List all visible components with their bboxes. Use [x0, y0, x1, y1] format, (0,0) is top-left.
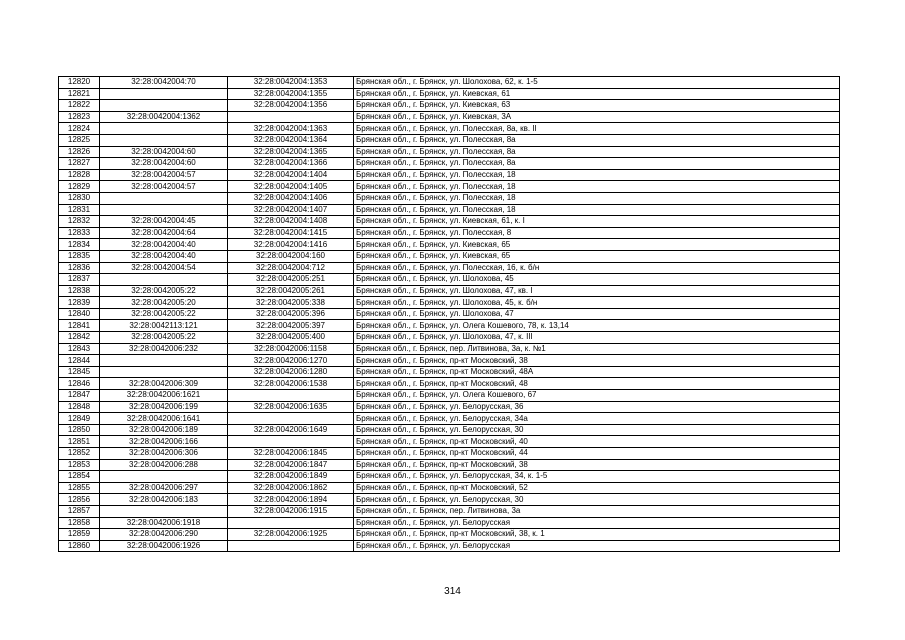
row-number-cell: 12840 — [59, 308, 100, 320]
table-row — [59, 494, 840, 506]
row-number-cell: 12834 — [59, 239, 100, 251]
row-number-cell: 12821 — [59, 88, 100, 100]
address-cell: Брянская обл., г. Брянск, пр-кт Московский, 44 — [354, 448, 840, 460]
row-number-cell: 12850 — [59, 424, 100, 436]
table-row — [59, 158, 840, 170]
table-row — [59, 540, 840, 552]
parcel-number-cell: 32:28:0042006:306 — [100, 448, 228, 460]
row-number-cell: 12854 — [59, 471, 100, 483]
parcel-number-cell: 32:28:0042005:22 — [100, 332, 228, 344]
object-number-cell: 32:28:0042004:1353 — [228, 77, 354, 89]
table-row — [59, 505, 840, 517]
row-number-cell: 12836 — [59, 262, 100, 274]
parcel-number-cell: 32:28:0042004:1362 — [100, 111, 228, 123]
object-number-cell: 32:28:0042006:1894 — [228, 494, 354, 506]
parcel-number-cell — [100, 123, 228, 135]
table-row — [59, 459, 840, 471]
row-number-cell: 12857 — [59, 505, 100, 517]
address-cell: Брянская обл., г. Брянск, ул. Киевская, 61, к. I — [354, 216, 840, 228]
parcel-number-cell: 32:28:0042004:64 — [100, 227, 228, 239]
object-number-cell: 32:28:0042006:1270 — [228, 355, 354, 367]
table-row — [59, 413, 840, 425]
address-cell: Брянская обл., г. Брянск, ул. Киевская, 65 — [354, 239, 840, 251]
address-cell: Брянская обл., г. Брянск, ул. Полесская, 8а — [354, 146, 840, 158]
table-row — [59, 262, 840, 274]
parcel-number-cell: 32:28:0042004:57 — [100, 169, 228, 181]
address-cell: Брянская обл., г. Брянск, пр-кт Московский, 38 — [354, 355, 840, 367]
row-number-cell: 12838 — [59, 285, 100, 297]
row-number-cell: 12855 — [59, 482, 100, 494]
table-row — [59, 378, 840, 390]
parcel-number-cell: 32:28:0042004:57 — [100, 181, 228, 193]
parcel-number-cell: 32:28:0042005:22 — [100, 308, 228, 320]
address-cell: Брянская обл., г. Брянск, ул. Шолохова, 62, к. 1-5 — [354, 77, 840, 89]
object-number-cell: 32:28:0042004:712 — [228, 262, 354, 274]
address-cell: Брянская обл., г. Брянск, ул. Киевская, 63 — [354, 100, 840, 112]
parcel-number-cell: 32:28:0042006:189 — [100, 424, 228, 436]
address-cell: Брянская обл., г. Брянск, ул. Олега Кошевого, 78, к. 13,14 — [354, 320, 840, 332]
row-number-cell: 12822 — [59, 100, 100, 112]
parcel-number-cell: 32:28:0042006:1641 — [100, 413, 228, 425]
parcel-number-cell: 32:28:0042006:1621 — [100, 390, 228, 402]
address-cell: Брянская обл., г. Брянск, ул. Шолохова, 45, к. б/н — [354, 297, 840, 309]
parcel-number-cell: 32:28:0042005:22 — [100, 285, 228, 297]
address-cell: Брянская обл., г. Брянск, пр-кт Московский, 52 — [354, 482, 840, 494]
table-row — [59, 332, 840, 344]
address-cell: Брянская обл., г. Брянск, ул. Олега Кошевого, 67 — [354, 390, 840, 402]
object-number-cell — [228, 436, 354, 448]
row-number-cell: 12851 — [59, 436, 100, 448]
table-row — [59, 204, 840, 216]
object-number-cell: 32:28:0042004:1356 — [228, 100, 354, 112]
parcel-number-cell: 32:28:0042004:60 — [100, 146, 228, 158]
parcel-number-cell — [100, 274, 228, 286]
object-number-cell: 32:28:0042005:338 — [228, 297, 354, 309]
parcel-number-cell: 32:28:0042006:183 — [100, 494, 228, 506]
table-row — [59, 169, 840, 181]
address-cell: Брянская обл., г. Брянск, ул. Полесская, 16, к. б/н — [354, 262, 840, 274]
row-number-cell: 12847 — [59, 390, 100, 402]
object-number-cell: 32:28:0042004:1364 — [228, 134, 354, 146]
address-cell: Брянская обл., г. Брянск, пр-кт Московский, 38 — [354, 459, 840, 471]
address-cell: Брянская обл., г. Брянск, пер. Литвинова, 3а, к. №1 — [354, 343, 840, 355]
object-number-cell: 32:28:0042004:1415 — [228, 227, 354, 239]
table-row — [59, 77, 840, 89]
parcel-number-cell — [100, 134, 228, 146]
parcel-number-cell: 32:28:0042005:20 — [100, 297, 228, 309]
object-number-cell: 32:28:0042006:1538 — [228, 378, 354, 390]
parcel-number-cell: 32:28:0042004:60 — [100, 158, 228, 170]
row-number-cell: 12828 — [59, 169, 100, 181]
address-cell: Брянская обл., г. Брянск, ул. Белорусская — [354, 540, 840, 552]
table-row — [59, 285, 840, 297]
object-number-cell: 32:28:0042004:1407 — [228, 204, 354, 216]
row-number-cell: 12853 — [59, 459, 100, 471]
address-cell: Брянская обл., г. Брянск, ул. Полесская, 18 — [354, 204, 840, 216]
parcel-number-cell: 32:28:0042006:297 — [100, 482, 228, 494]
parcel-number-cell: 32:28:0042006:232 — [100, 343, 228, 355]
address-cell: Брянская обл., г. Брянск, ул. Шолохова, 45 — [354, 274, 840, 286]
address-cell: Брянская обл., г. Брянск, пр-кт Московский, 48 — [354, 378, 840, 390]
row-number-cell: 12829 — [59, 181, 100, 193]
row-number-cell: 12844 — [59, 355, 100, 367]
row-number-cell: 12846 — [59, 378, 100, 390]
parcel-number-cell — [100, 355, 228, 367]
row-number-cell: 12823 — [59, 111, 100, 123]
parcel-number-cell: 32:28:0042004:40 — [100, 250, 228, 262]
address-cell: Брянская обл., г. Брянск, ул. Шолохова, 47, кв. I — [354, 285, 840, 297]
address-cell: Брянская обл., г. Брянск, ул. Шолохова, 47, к. III — [354, 332, 840, 344]
parcel-number-cell: 32:28:0042113:121 — [100, 320, 228, 332]
parcel-number-cell — [100, 192, 228, 204]
parcel-number-cell — [100, 366, 228, 378]
row-number-cell: 12852 — [59, 448, 100, 460]
object-number-cell: 32:28:0042006:1847 — [228, 459, 354, 471]
object-number-cell: 32:28:0042006:1635 — [228, 401, 354, 413]
row-number-cell: 12849 — [59, 413, 100, 425]
object-number-cell: 32:28:0042004:1405 — [228, 181, 354, 193]
row-number-cell: 12826 — [59, 146, 100, 158]
table-row — [59, 355, 840, 367]
row-number-cell: 12837 — [59, 274, 100, 286]
row-number-cell: 12833 — [59, 227, 100, 239]
address-cell: Брянская обл., г. Брянск, ул. Киевская, 3А — [354, 111, 840, 123]
address-cell: Брянская обл., г. Брянск, пер. Литвинова, 3а — [354, 505, 840, 517]
address-cell: Брянская обл., г. Брянск, ул. Полесская, 18 — [354, 192, 840, 204]
object-number-cell: 32:28:0042004:1355 — [228, 88, 354, 100]
row-number-cell: 12839 — [59, 297, 100, 309]
parcel-number-cell — [100, 88, 228, 100]
table-row — [59, 401, 840, 413]
table-row — [59, 181, 840, 193]
table-row — [59, 308, 840, 320]
object-number-cell: 32:28:0042006:1849 — [228, 471, 354, 483]
row-number-cell: 12843 — [59, 343, 100, 355]
object-number-cell — [228, 413, 354, 425]
row-number-cell: 12820 — [59, 77, 100, 89]
table-row — [59, 390, 840, 402]
address-cell: Брянская обл., г. Брянск, ул. Киевская, 61 — [354, 88, 840, 100]
object-number-cell — [228, 390, 354, 402]
table-row — [59, 471, 840, 483]
row-number-cell: 12824 — [59, 123, 100, 135]
table-row — [59, 216, 840, 228]
object-number-cell: 32:28:0042004:1366 — [228, 158, 354, 170]
table-row — [59, 482, 840, 494]
address-cell: Брянская обл., г. Брянск, ул. Белорусская, 36 — [354, 401, 840, 413]
address-cell: Брянская обл., г. Брянск, пр-кт Московский, 40 — [354, 436, 840, 448]
parcel-number-cell: 32:28:0042006:166 — [100, 436, 228, 448]
object-number-cell: 32:28:0042006:1915 — [228, 505, 354, 517]
parcel-number-cell: 32:28:0042006:290 — [100, 529, 228, 541]
row-number-cell: 12831 — [59, 204, 100, 216]
row-number-cell: 12827 — [59, 158, 100, 170]
object-number-cell: 32:28:0042006:1649 — [228, 424, 354, 436]
address-cell: Брянская обл., г. Брянск, ул. Полесская, 8а, кв. II — [354, 123, 840, 135]
address-cell: Брянская обл., г. Брянск, ул. Белорусская, 30 — [354, 494, 840, 506]
object-number-cell: 32:28:0042005:396 — [228, 308, 354, 320]
row-number-cell: 12858 — [59, 517, 100, 529]
address-cell: Брянская обл., г. Брянск, ул. Белорусская — [354, 517, 840, 529]
table-row — [59, 192, 840, 204]
table-row — [59, 448, 840, 460]
address-cell: Брянская обл., г. Брянск, ул. Полесская, 8а — [354, 134, 840, 146]
address-cell: Брянская обл., г. Брянск, ул. Белорусская, 34, к. 1-5 — [354, 471, 840, 483]
parcel-number-cell: 32:28:0042006:288 — [100, 459, 228, 471]
parcel-number-cell — [100, 100, 228, 112]
parcel-number-cell: 32:28:0042006:199 — [100, 401, 228, 413]
object-number-cell: 32:28:0042005:397 — [228, 320, 354, 332]
table-row — [59, 134, 840, 146]
address-cell: Брянская обл., г. Брянск, ул. Полесская, 18 — [354, 181, 840, 193]
address-cell: Брянская обл., г. Брянск, пр-кт Московский, 38, к. 1 — [354, 529, 840, 541]
address-cell: Брянская обл., г. Брянск, ул. Полесская, 8 — [354, 227, 840, 239]
table-row — [59, 100, 840, 112]
table-row — [59, 111, 840, 123]
row-number-cell: 12841 — [59, 320, 100, 332]
table-row — [59, 227, 840, 239]
parcel-number-cell: 32:28:0042004:45 — [100, 216, 228, 228]
object-number-cell — [228, 111, 354, 123]
object-number-cell: 32:28:0042004:1416 — [228, 239, 354, 251]
table-row — [59, 123, 840, 135]
parcel-number-cell: 32:28:0042004:40 — [100, 239, 228, 251]
table-row — [59, 529, 840, 541]
object-number-cell: 32:28:0042004:160 — [228, 250, 354, 262]
address-cell: Брянская обл., г. Брянск, ул. Полесская, 18 — [354, 169, 840, 181]
table-row — [59, 146, 840, 158]
address-cell: Брянская обл., г. Брянск, ул. Полесская, 8а — [354, 158, 840, 170]
parcel-number-cell: 32:28:0042006:1926 — [100, 540, 228, 552]
row-number-cell: 12859 — [59, 529, 100, 541]
parcel-number-cell — [100, 471, 228, 483]
table-row — [59, 239, 840, 251]
row-number-cell: 12845 — [59, 366, 100, 378]
address-cell: Брянская обл., г. Брянск, ул. Киевская, 65 — [354, 250, 840, 262]
table-body — [59, 77, 840, 552]
table-row — [59, 274, 840, 286]
table-row — [59, 343, 840, 355]
object-number-cell: 32:28:0042004:1406 — [228, 192, 354, 204]
table-row — [59, 320, 840, 332]
object-number-cell: 32:28:0042006:1280 — [228, 366, 354, 378]
row-number-cell: 12856 — [59, 494, 100, 506]
object-number-cell: 32:28:0042006:1158 — [228, 343, 354, 355]
object-number-cell: 32:28:0042006:1925 — [228, 529, 354, 541]
parcel-number-cell: 32:28:0042004:54 — [100, 262, 228, 274]
row-number-cell: 12848 — [59, 401, 100, 413]
parcel-number-cell: 32:28:0042004:70 — [100, 77, 228, 89]
parcel-number-cell — [100, 505, 228, 517]
address-cell: Брянская обл., г. Брянск, ул. Белорусская, 34а — [354, 413, 840, 425]
object-number-cell: 32:28:0042005:261 — [228, 285, 354, 297]
table-row — [59, 297, 840, 309]
parcel-number-cell: 32:28:0042006:1918 — [100, 517, 228, 529]
table-row — [59, 517, 840, 529]
row-number-cell: 12825 — [59, 134, 100, 146]
row-number-cell: 12832 — [59, 216, 100, 228]
table-row — [59, 250, 840, 262]
page-number: 314 — [444, 586, 461, 597]
address-cell: Брянская обл., г. Брянск, пр-кт Московский, 48А — [354, 366, 840, 378]
object-number-cell: 32:28:0042006:1845 — [228, 448, 354, 460]
row-number-cell: 12835 — [59, 250, 100, 262]
object-number-cell: 32:28:0042004:1408 — [228, 216, 354, 228]
parcel-number-cell — [100, 204, 228, 216]
object-number-cell: 32:28:0042004:1404 — [228, 169, 354, 181]
table-row — [59, 88, 840, 100]
object-number-cell: 32:28:0042006:1862 — [228, 482, 354, 494]
row-number-cell: 12860 — [59, 540, 100, 552]
address-cell: Брянская обл., г. Брянск, ул. Белорусская, 30 — [354, 424, 840, 436]
cadastral-table — [58, 76, 840, 552]
parcel-number-cell: 32:28:0042006:309 — [100, 378, 228, 390]
table-row — [59, 366, 840, 378]
row-number-cell: 12830 — [59, 192, 100, 204]
table-row — [59, 424, 840, 436]
table-row — [59, 436, 840, 448]
object-number-cell — [228, 540, 354, 552]
address-cell: Брянская обл., г. Брянск, ул. Шолохова, 47 — [354, 308, 840, 320]
object-number-cell — [228, 517, 354, 529]
object-number-cell: 32:28:0042004:1363 — [228, 123, 354, 135]
object-number-cell: 32:28:0042004:1365 — [228, 146, 354, 158]
row-number-cell: 12842 — [59, 332, 100, 344]
object-number-cell: 32:28:0042005:251 — [228, 274, 354, 286]
object-number-cell: 32:28:0042005:400 — [228, 332, 354, 344]
